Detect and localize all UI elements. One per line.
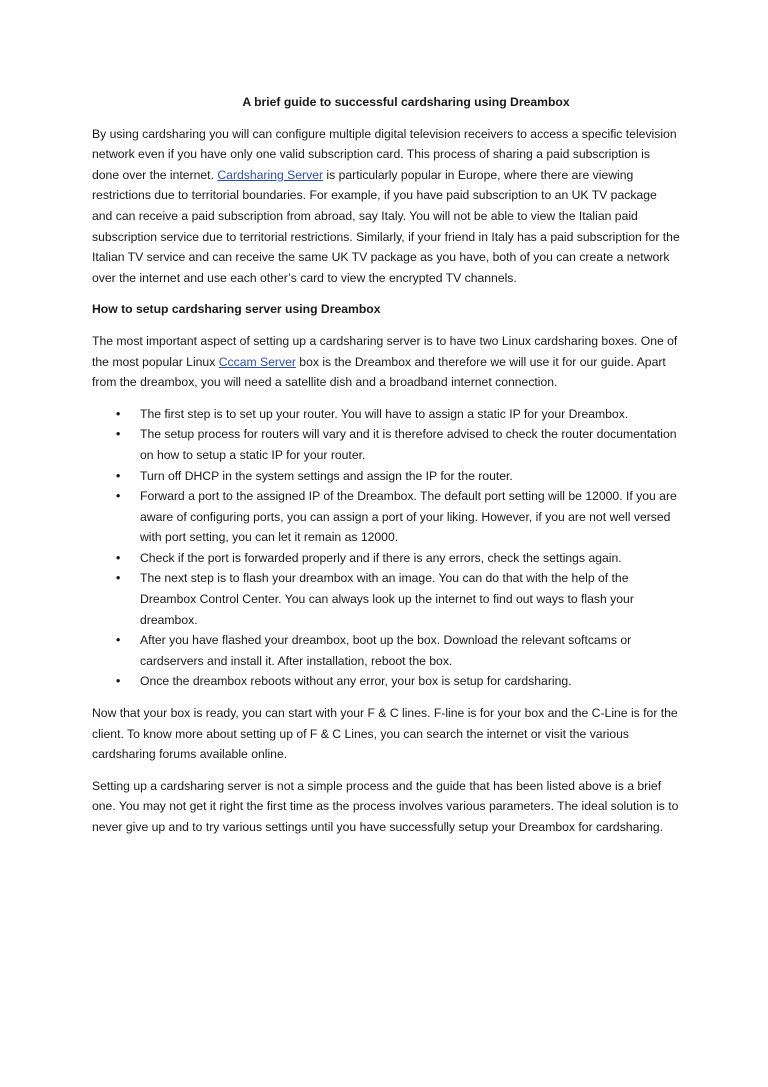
steps-list [92, 404, 680, 692]
bullet-icon: • [116, 406, 121, 421]
bullet-icon: • [116, 633, 121, 648]
bullet-icon: • [116, 468, 121, 483]
step-text: Forward a port to the assigned IP of the Dreambox. The default port setting will be 12000. If you are aware of configuring ports, you can assign a port of your liking. However, if you are not well versed with port setting, you can let it remain as 12000. [140, 489, 677, 545]
step-text: The first step is to set up your router. You will have to assign a static IP for your Dreambox. [140, 406, 629, 421]
step-text: After you have flashed your dreambox, boot up the box. Download the relevant softcams or cardservers and install it. After installation, reboot the box. [140, 633, 632, 668]
step-text: Check if the port is forwarded properly and if there is any errors, check the settings again. [140, 550, 622, 565]
bullet-icon: • [116, 674, 121, 689]
intro-paragraph [92, 124, 680, 289]
intro-text-start: By using cardsharing you will can configure multiple digital television receivers to access a specific television network even if you have only one valid subscription card. This process of sharing a paid subscription is done over the internet. [92, 126, 677, 182]
lines-paragraph: Now that your box is ready, you can start with your F & C lines. F-line is for your box and the C-Line is for the client. To know more about setting up of F & C Lines, you can search the internet or visit the various cardsharing forums available online. [92, 706, 678, 762]
setup-paragraph [92, 331, 680, 393]
list-item [92, 630, 680, 671]
section-heading: How to setup cardsharing server using Dreambox [92, 302, 381, 317]
cardsharing-server-link[interactable]: Cardsharing Server [217, 167, 324, 182]
bullet-icon: • [116, 427, 121, 442]
setup-text-start: The most important aspect of setting up a cardsharing server is to have two Linux cardsharing boxes. One of the most popular Linux [92, 333, 678, 369]
bullet-icon: • [116, 489, 121, 504]
cccam-server-link[interactable]: Cccam Server [218, 354, 296, 369]
step-text: The next step is to flash your dreambox with an image. You can do that with the help of the Dreambox Control Center. You can always look up the internet to find out ways to flash your dreambox. [140, 571, 634, 627]
step-text: The setup process for routers will vary and it is therefore advised to check the router documentation on how to setup a static IP for your router. [140, 427, 677, 462]
step-text: Once the dreambox reboots without any error, your box is setup for cardsharing. [140, 674, 572, 689]
document-page [92, 92, 680, 849]
list-item [92, 466, 680, 487]
list-item [92, 568, 680, 630]
document-title: A brief guide to successful cardsharing using Dreambox [242, 95, 570, 109]
bullet-icon: • [116, 550, 121, 565]
closing-paragraph: Setting up a cardsharing server is not a simple process and the guide that has been listed above is a brief one. You may not get it right the first time as the process involves various parameters. The ideal solution is to never give up and to try various settings until you have successfully setup your Dreambox for cardsharing. [92, 778, 679, 834]
list-item [92, 424, 680, 465]
bullet-icon: • [116, 571, 121, 586]
step-text: Turn off DHCP in the system settings and assign the IP for the router. [140, 468, 513, 483]
list-item [92, 404, 680, 425]
list-item [92, 486, 680, 548]
list-item [92, 548, 680, 569]
setup-text-end: box is the Dreambox and therefore we will use it for our guide. Apart from the dreambox, you will need a satellite dish and a broadband internet connection. [92, 354, 666, 390]
intro-text-end: is particularly popular in Europe, where there are viewing restrictions due to territorial boundaries. For example, if you have paid subscription to an UK TV package and can receive a paid subscription from abroad, say Italy. You will not be able to view the Italian paid subscription service due to territorial restrictions. Similarly, if your friend in Italy has a paid subscription for the Italian TV service and can receive the same UK TV package as you have, both of you can create a network over the internet and use each other’s card to view the encrypted TV channels. [92, 167, 680, 285]
list-item [92, 671, 680, 692]
